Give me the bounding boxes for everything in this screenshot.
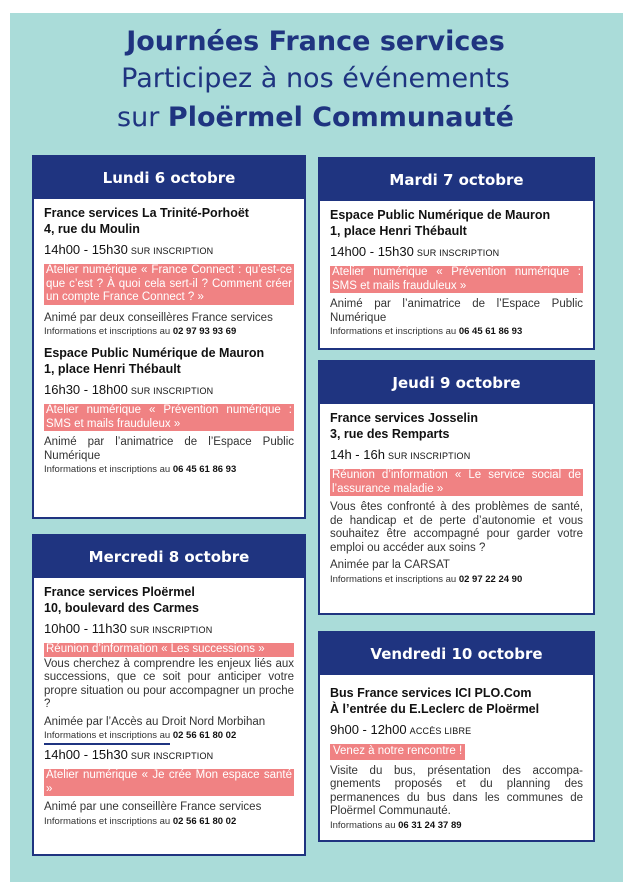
- event-description: Animé par une conseillère France services: [44, 801, 262, 813]
- poster-subtitle-location: [0, 104, 631, 131]
- event-time: [44, 620, 294, 639]
- event-venue: France services La Trinité-Porhoët: [44, 206, 249, 220]
- registration-tag: SUR INSCRIPTION: [130, 386, 214, 396]
- card-friday-title: Vendredi 10 octobre: [320, 633, 593, 675]
- event-time-value: 10h00 - 11h30: [44, 621, 127, 636]
- registration-tag: SUR INSCRIPTION: [387, 451, 471, 461]
- event-description: Animé par l’animatrice de l’Espace Public Numérique: [44, 436, 294, 462]
- event-address: 1, place Henri Thébault: [330, 224, 467, 238]
- poster-title: Journées France services: [126, 26, 505, 57]
- event-info: [44, 464, 294, 476]
- event-info: [330, 820, 583, 832]
- event-description: Visite du bus, présentation des accompa-gnements proposés et du planning des permanences du bus dans les communes de Ploërmel Communauté.: [330, 764, 583, 817]
- event-description: Vous êtes confronté à des problèmes de santé, de handicap et de perte d’autonomie et vous souhaitez être accompagné pour garder votre emploi ou accéder aux soins ?: [330, 501, 583, 554]
- event-info: [44, 816, 294, 828]
- card-friday: [318, 631, 595, 842]
- event-time: [330, 243, 583, 262]
- event-time-value: 14h - 16h: [330, 447, 385, 462]
- event-description: Vous cherchez à comprendre les enjeux liés aux successions, que ce soit pour anticiper votre propre situation ou pour accompagner un proche ?: [44, 657, 294, 710]
- event-highlight: Réunion d’information « Les successions »: [44, 643, 294, 657]
- event-time: [330, 446, 583, 465]
- info-phone: 06 45 61 86 93: [172, 464, 237, 475]
- info-label: Informations et inscriptions au: [330, 573, 459, 585]
- registration-tag: ACCÈS LIBRE: [409, 726, 472, 736]
- card-tuesday: [318, 157, 595, 350]
- poster-subtitle: Participez à nos événements: [121, 63, 510, 94]
- event-time: [44, 381, 294, 400]
- event-venue: France services Josselin: [330, 411, 479, 425]
- event-time-value: 14h00 - 15h30: [44, 747, 128, 762]
- subtitle-prefix: sur: [117, 102, 168, 133]
- event-address: À l’entrée du E.Leclerc de Ploërmel: [330, 702, 540, 716]
- event-time: [44, 241, 294, 260]
- event-highlight: Réunion d’information « Le service social de l’assurance maladie »: [332, 469, 581, 495]
- event-info: [44, 326, 294, 338]
- event-highlight: Atelier numérique « Prévention numérique : SMS et mails frauduleux »: [332, 266, 581, 292]
- event-time: [44, 746, 294, 765]
- registration-tag: SUR INSCRIPTION: [130, 751, 214, 761]
- card-tuesday-title: Mardi 7 octobre: [320, 159, 593, 201]
- event-time-value: 16h30 - 18h00: [44, 382, 128, 397]
- card-thursday: [318, 360, 595, 615]
- info-phone: 02 97 93 93 69: [172, 326, 237, 337]
- subtitle-community: Ploërmel Communauté: [167, 102, 514, 133]
- event-venue: Espace Public Numérique de Mauron: [330, 208, 551, 222]
- info-label: Informations et inscriptions au: [44, 326, 173, 337]
- event-highlight: Atelier numérique « France Connect : qu’est-ce que c’est ? À quoi cela sert-il ? Comment créer un compte France Connect ? »: [46, 264, 292, 303]
- event-highlight: Atelier numérique « Prévention numérique : SMS et mails frauduleux »: [46, 404, 292, 430]
- card-wednesday: [32, 534, 306, 856]
- event-address: 3, rue des Remparts: [330, 427, 450, 441]
- event-venue: Espace Public Numérique de Mauron: [44, 346, 265, 360]
- event-venue: France services Ploërmel: [44, 585, 195, 599]
- info-phone: 06 45 61 86 93: [458, 326, 523, 337]
- event-time-value: 9h00 - 12h00: [330, 722, 407, 737]
- event-address: 1, place Henri Thébault: [44, 362, 181, 376]
- info-label: Informations au: [330, 819, 399, 831]
- card-monday: [32, 155, 306, 519]
- registration-tag: SUR INSCRIPTION: [416, 248, 500, 258]
- event-description: Animé par l’animatrice de l’Espace Public Numérique: [330, 298, 583, 324]
- card-wednesday-title: Mercredi 8 octobre: [34, 536, 304, 578]
- event-highlight: Venez à notre rencontre !: [330, 744, 465, 760]
- event-address: 10, boulevard des Carmes: [44, 601, 199, 615]
- event-host: Animée par la CARSAT: [330, 559, 450, 571]
- event-description: Animé par deux conseillères France services: [44, 311, 273, 324]
- info-phone: 02 56 61 80 02: [172, 815, 237, 827]
- info-label: Informations et inscriptions au: [44, 464, 173, 475]
- event-time-value: 14h00 - 15h30: [44, 242, 128, 257]
- event-info: [330, 574, 583, 586]
- event-info: [330, 326, 583, 338]
- card-thursday-title: Jeudi 9 octobre: [320, 362, 593, 404]
- card-monday-title: Lundi 6 octobre: [34, 157, 304, 199]
- info-phone: 02 97 22 24 90: [458, 573, 523, 585]
- event-info: [44, 730, 294, 742]
- event-host: Animée par l’Accès au Droit Nord Morbihan: [44, 715, 266, 728]
- info-phone: 02 56 61 80 02: [172, 730, 237, 741]
- info-label: Informations et inscriptions au: [44, 730, 173, 741]
- section-divider: [44, 743, 170, 745]
- event-venue: Bus France services ICI PLO.Com: [330, 686, 532, 700]
- event-address: 4, rue du Moulin: [44, 222, 140, 236]
- event-highlight: Atelier numérique « Je crée Mon espace santé »: [46, 769, 292, 795]
- info-label: Informations et inscriptions au: [330, 326, 459, 337]
- event-time: [330, 721, 583, 740]
- event-time-value: 14h00 - 15h30: [330, 244, 414, 259]
- info-phone: 06 31 24 37 89: [398, 819, 462, 831]
- registration-tag: SUR INSCRIPTION: [130, 246, 214, 256]
- info-label: Informations et inscriptions au: [44, 815, 173, 827]
- registration-tag: SUR INSCRIPTION: [129, 625, 213, 635]
